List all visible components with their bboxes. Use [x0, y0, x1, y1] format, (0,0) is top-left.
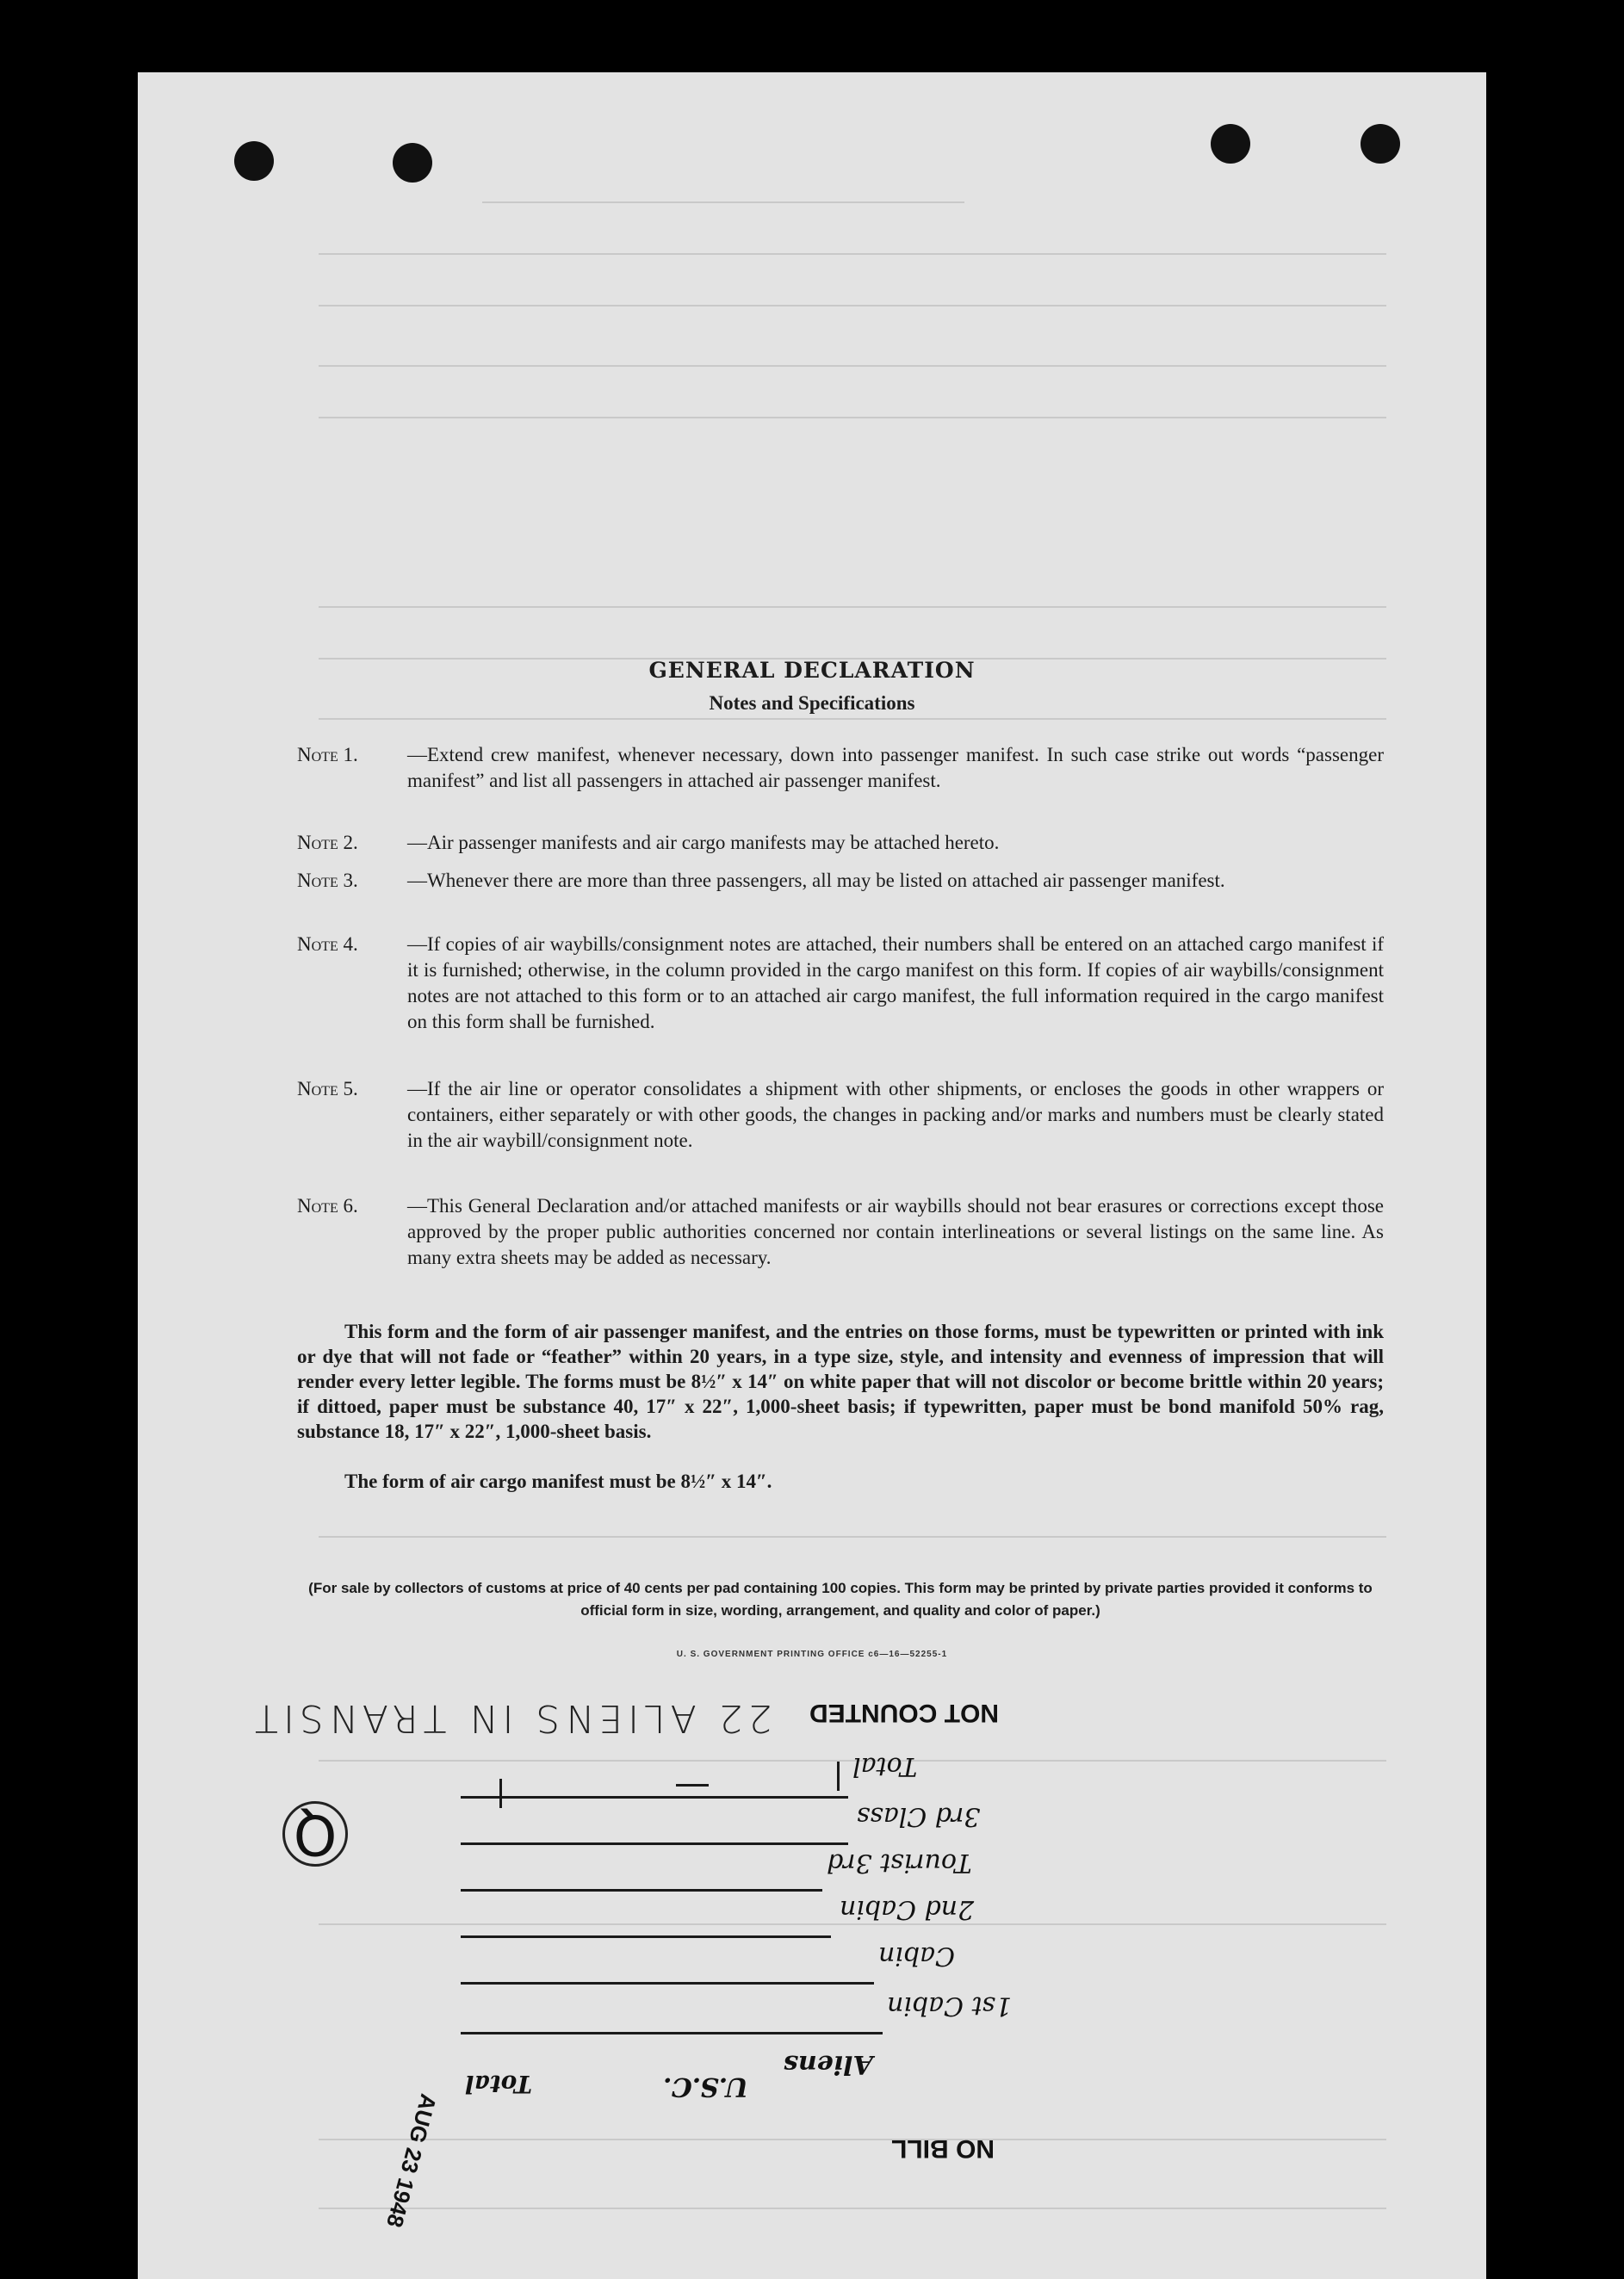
tally-mark — [499, 1779, 502, 1808]
note-1 — [297, 742, 1384, 794]
handwritten-transit-note: 22 ALIENS IN TRANSIT — [250, 1696, 772, 1740]
page-subtitle: Notes and Specifications — [709, 692, 915, 714]
note-label: Note 4. — [297, 933, 358, 955]
note-text: —This General Declaration and/or attached manifests or air waybills should not bear erasures or corrections except those approved by the proper public authorities concerned nor contain interlineations or several listings on the same line. As many extra sheets may be added as necessary. — [407, 1195, 1384, 1268]
note-text: —Air passenger manifests and air cargo manifests may be attached hereto. — [407, 832, 1000, 853]
note-text: —Whenever there are more than three passengers, all may be listed on attached air passenger manifest. — [407, 870, 1225, 891]
row-label-3rd-class: 3rd Class — [857, 1801, 981, 1831]
tally-mark — [676, 1784, 709, 1787]
row-label-tourist-3rd: Tourist 3rd — [827, 1848, 972, 1878]
note-5 — [297, 1076, 1384, 1154]
note-2 — [297, 830, 1384, 856]
punch-hole — [393, 143, 432, 183]
row-label-1st-cabin: 1st Cabin — [887, 1991, 1013, 2021]
date-stamp: AUG 23 1948 — [381, 2090, 443, 2231]
note-label: Note 2. — [297, 832, 358, 853]
column-header-usc: U.S.C. — [663, 2072, 748, 2102]
row-label-2nd-cabin: 2nd Cabin — [840, 1894, 975, 1924]
punch-hole — [1361, 124, 1400, 164]
column-header-aliens: Aliens — [784, 2049, 873, 2079]
note-text: —Extend crew manifest, whenever necessary, down into passenger manifest. In such case strike out words “passenger manifest” and list all passengers in attached air passenger manifest. — [407, 744, 1384, 791]
punch-hole — [234, 141, 274, 181]
note-label: Note 5. — [297, 1078, 358, 1099]
row-label-total: Total — [852, 1751, 918, 1781]
page-title: GENERAL DECLARATION — [648, 658, 976, 683]
column-header-total: Total — [465, 2070, 533, 2098]
note-label: Note 1. — [297, 744, 358, 765]
not-counted-stamp: NOT COUNTED — [809, 1699, 999, 1727]
tally-mark — [837, 1762, 840, 1791]
form-specification-paragraph: This form and the form of air passenger manifest, and the entries on those forms, must be typewritten or printed with ink or dye that will not fade or “feather” within 20 years, in a type size, style, and intensity and evenness of impression that will render every letter legible. The forms must be 8½″ x 14″ on white paper that will not discolor or become brittle within 20 years; if dittoed, paper must be substance 40, 17″ x 22″, 1,000-sheet basis; if typewritten, paper must be bond manifold 50% rag, substance 18, 17″ x 22″, 1,000-sheet basis. — [297, 1321, 1384, 1442]
row-line — [461, 1935, 831, 1938]
note-label: Note 6. — [297, 1195, 358, 1217]
document-sheet — [138, 72, 1486, 2279]
row-line — [461, 1796, 848, 1799]
punch-hole — [1211, 124, 1250, 164]
row-line — [461, 1889, 822, 1892]
printing-office-imprint: U. S. GOVERNMENT PRINTING OFFICE c6—16—52255-1 — [676, 1650, 948, 1659]
note-6 — [297, 1193, 1384, 1271]
cargo-manifest-paragraph: The form of air cargo manifest must be 8½″ x 14″. — [344, 1471, 772, 1492]
note-text: —If the air line or operator consolidates a shipment with other shipments, or encloses the goods in other wrappers or containers, either separately or with other goods, the changes in packing and/or marks and numbers must be clearly stated in the air waybill/consignment note. — [407, 1078, 1384, 1151]
row-label-cabin: Cabin — [878, 1941, 955, 1971]
no-bill-stamp: NO BILL — [891, 2134, 995, 2163]
row-line — [461, 2032, 883, 2034]
row-line — [461, 1842, 848, 1845]
note-text: —If copies of air waybills/consignment notes are attached, their numbers shall be entered on an attached cargo manifest if it is furnished; otherwise, in the column provided in the cargo manifest on this form. If copies of air waybills/consignment notes are not attached to this form or to an attached air cargo manifest, the full information required in the cargo manifest on this form shall be furnished. — [407, 933, 1384, 1032]
circled-handwritten-mark: Q — [282, 1801, 348, 1867]
note-label: Note 3. — [297, 870, 358, 891]
row-line — [461, 1982, 874, 1985]
note-3 — [297, 868, 1384, 894]
sale-notice: (For sale by collectors of customs at price of 40 cents per pad containing 100 copies. This form may be printed by private parties provided it conforms to official form in size, wording, arrangement, and quality and color of paper.) — [308, 1580, 1373, 1619]
note-4 — [297, 932, 1384, 1035]
